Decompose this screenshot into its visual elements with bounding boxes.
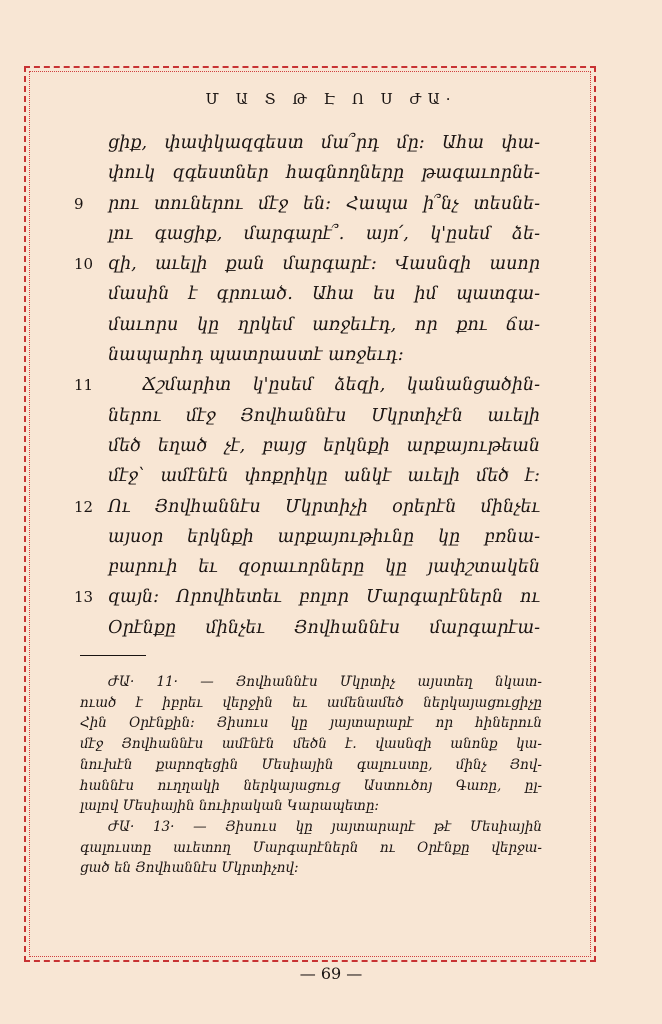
- line-text: զայն։ Որովհետեւ բոլոր Մարգարէներն ու: [108, 587, 540, 608]
- footnote-line: ուած է իբրեւ վերջին եւ ամենամեծ ներկայացուցիչը: [80, 694, 542, 711]
- verse-number: 10: [74, 255, 94, 274]
- text-line: [74, 582, 540, 612]
- line-text: զի, աւելի քան մարգարէ։ Վասնզի ասոր: [108, 254, 540, 275]
- line-text: րու տուներու մէջ են։ Հապա ի՞նչ տեսնե-: [108, 193, 540, 214]
- line-text: Ճշմարիտ կ'ըսեմ ձեզի, կանանցածին-: [142, 375, 540, 396]
- text-line: մէջ՝ ամէնէն փոքրիկը անկէ աւելի մեծ է։: [108, 466, 540, 487]
- verse-number: 9: [74, 194, 84, 213]
- page-number: — 69 —: [299, 964, 363, 983]
- text-line: նապարհդ պատրաստէ առջեւդ։: [108, 345, 404, 366]
- footnote-line: լալով Մեսիային նուիրական Կարապետը։: [80, 798, 380, 815]
- text-line: փուկ զգեստներ հագնողները թագաւորնե-: [108, 163, 540, 184]
- text-line: Օրէնքը մինչեւ Յովհաննէս մարգարէա-: [108, 617, 540, 638]
- verse-number: 12: [74, 497, 94, 516]
- footnote-line: գալուստը աւետող Մարգարէներն ու Օրէնքը վերջա-: [80, 839, 542, 856]
- text-line: այսօր երկնքի արքայութիւնը կը բռնա-: [108, 526, 540, 547]
- footnote-line: ԺԱ· 11· — Յովհաննէս Մկրտիչ այստեղ նկատ-: [108, 674, 542, 690]
- footnote-line: մէջ Յովհաննէս ամէնէն մեծն է․ վասնզի անոնք կա-: [80, 736, 542, 753]
- verse-number: 13: [74, 588, 94, 607]
- text-line: [74, 370, 540, 400]
- text-line: [74, 249, 540, 279]
- footnote-line: նուխէն քարոզեցին Մեսիային գալուստը, մինչ Յով-: [80, 756, 542, 773]
- verse-number: 11: [74, 376, 94, 395]
- text-line: [74, 492, 540, 522]
- text-line: մասին է գրուած․ Ահա ես իմ պատգա-: [108, 284, 540, 305]
- footnotes: [80, 672, 542, 879]
- footnote-line: Հին Օրէնքին։ Յիսուս կը յայտարարէ որ հիներուն: [80, 715, 542, 732]
- line-text: Ու Յովհաննէս Մկրտիչի օրերէն մինչեւ: [108, 496, 540, 517]
- main-text: [74, 128, 540, 643]
- footnote-divider: [80, 655, 146, 656]
- footnote-line: հաննէս ուղղակի ներկայացուց Աստուծոյ Գառը, ըլ-: [80, 777, 542, 794]
- text-line: մեծ եղած չէ, բայց երկնքի արքայութեան: [108, 435, 540, 456]
- text-line: ներու մէջ Յովհաննէս Մկրտիչէն աւելի: [108, 405, 540, 426]
- footnote-line: ԺԱ· 13· — Յիսուս կը յայտարարէ թէ Մեսիային: [108, 818, 542, 835]
- text-line: լու գացիք, մարգարէ՞․ այո՛, կ'ըսեմ ձե-: [108, 223, 540, 244]
- text-line: մաւորս կը ղրկեմ առջեւէդ, որ քու ճա-: [108, 314, 540, 335]
- text-line: [74, 189, 540, 219]
- running-header: Մ Ա Տ Թ Է Ո Ս ԺԱ·: [205, 90, 457, 108]
- text-line: բարուի եւ զօրաւորները կը յափշտակեն: [108, 557, 540, 578]
- footnote-line: ցած են Յովհաննէս Մկրտիչով։: [80, 860, 299, 877]
- text-line: ցիք, փափկազգեստ մա՞րդ մը։ Ահա փա-: [108, 133, 540, 153]
